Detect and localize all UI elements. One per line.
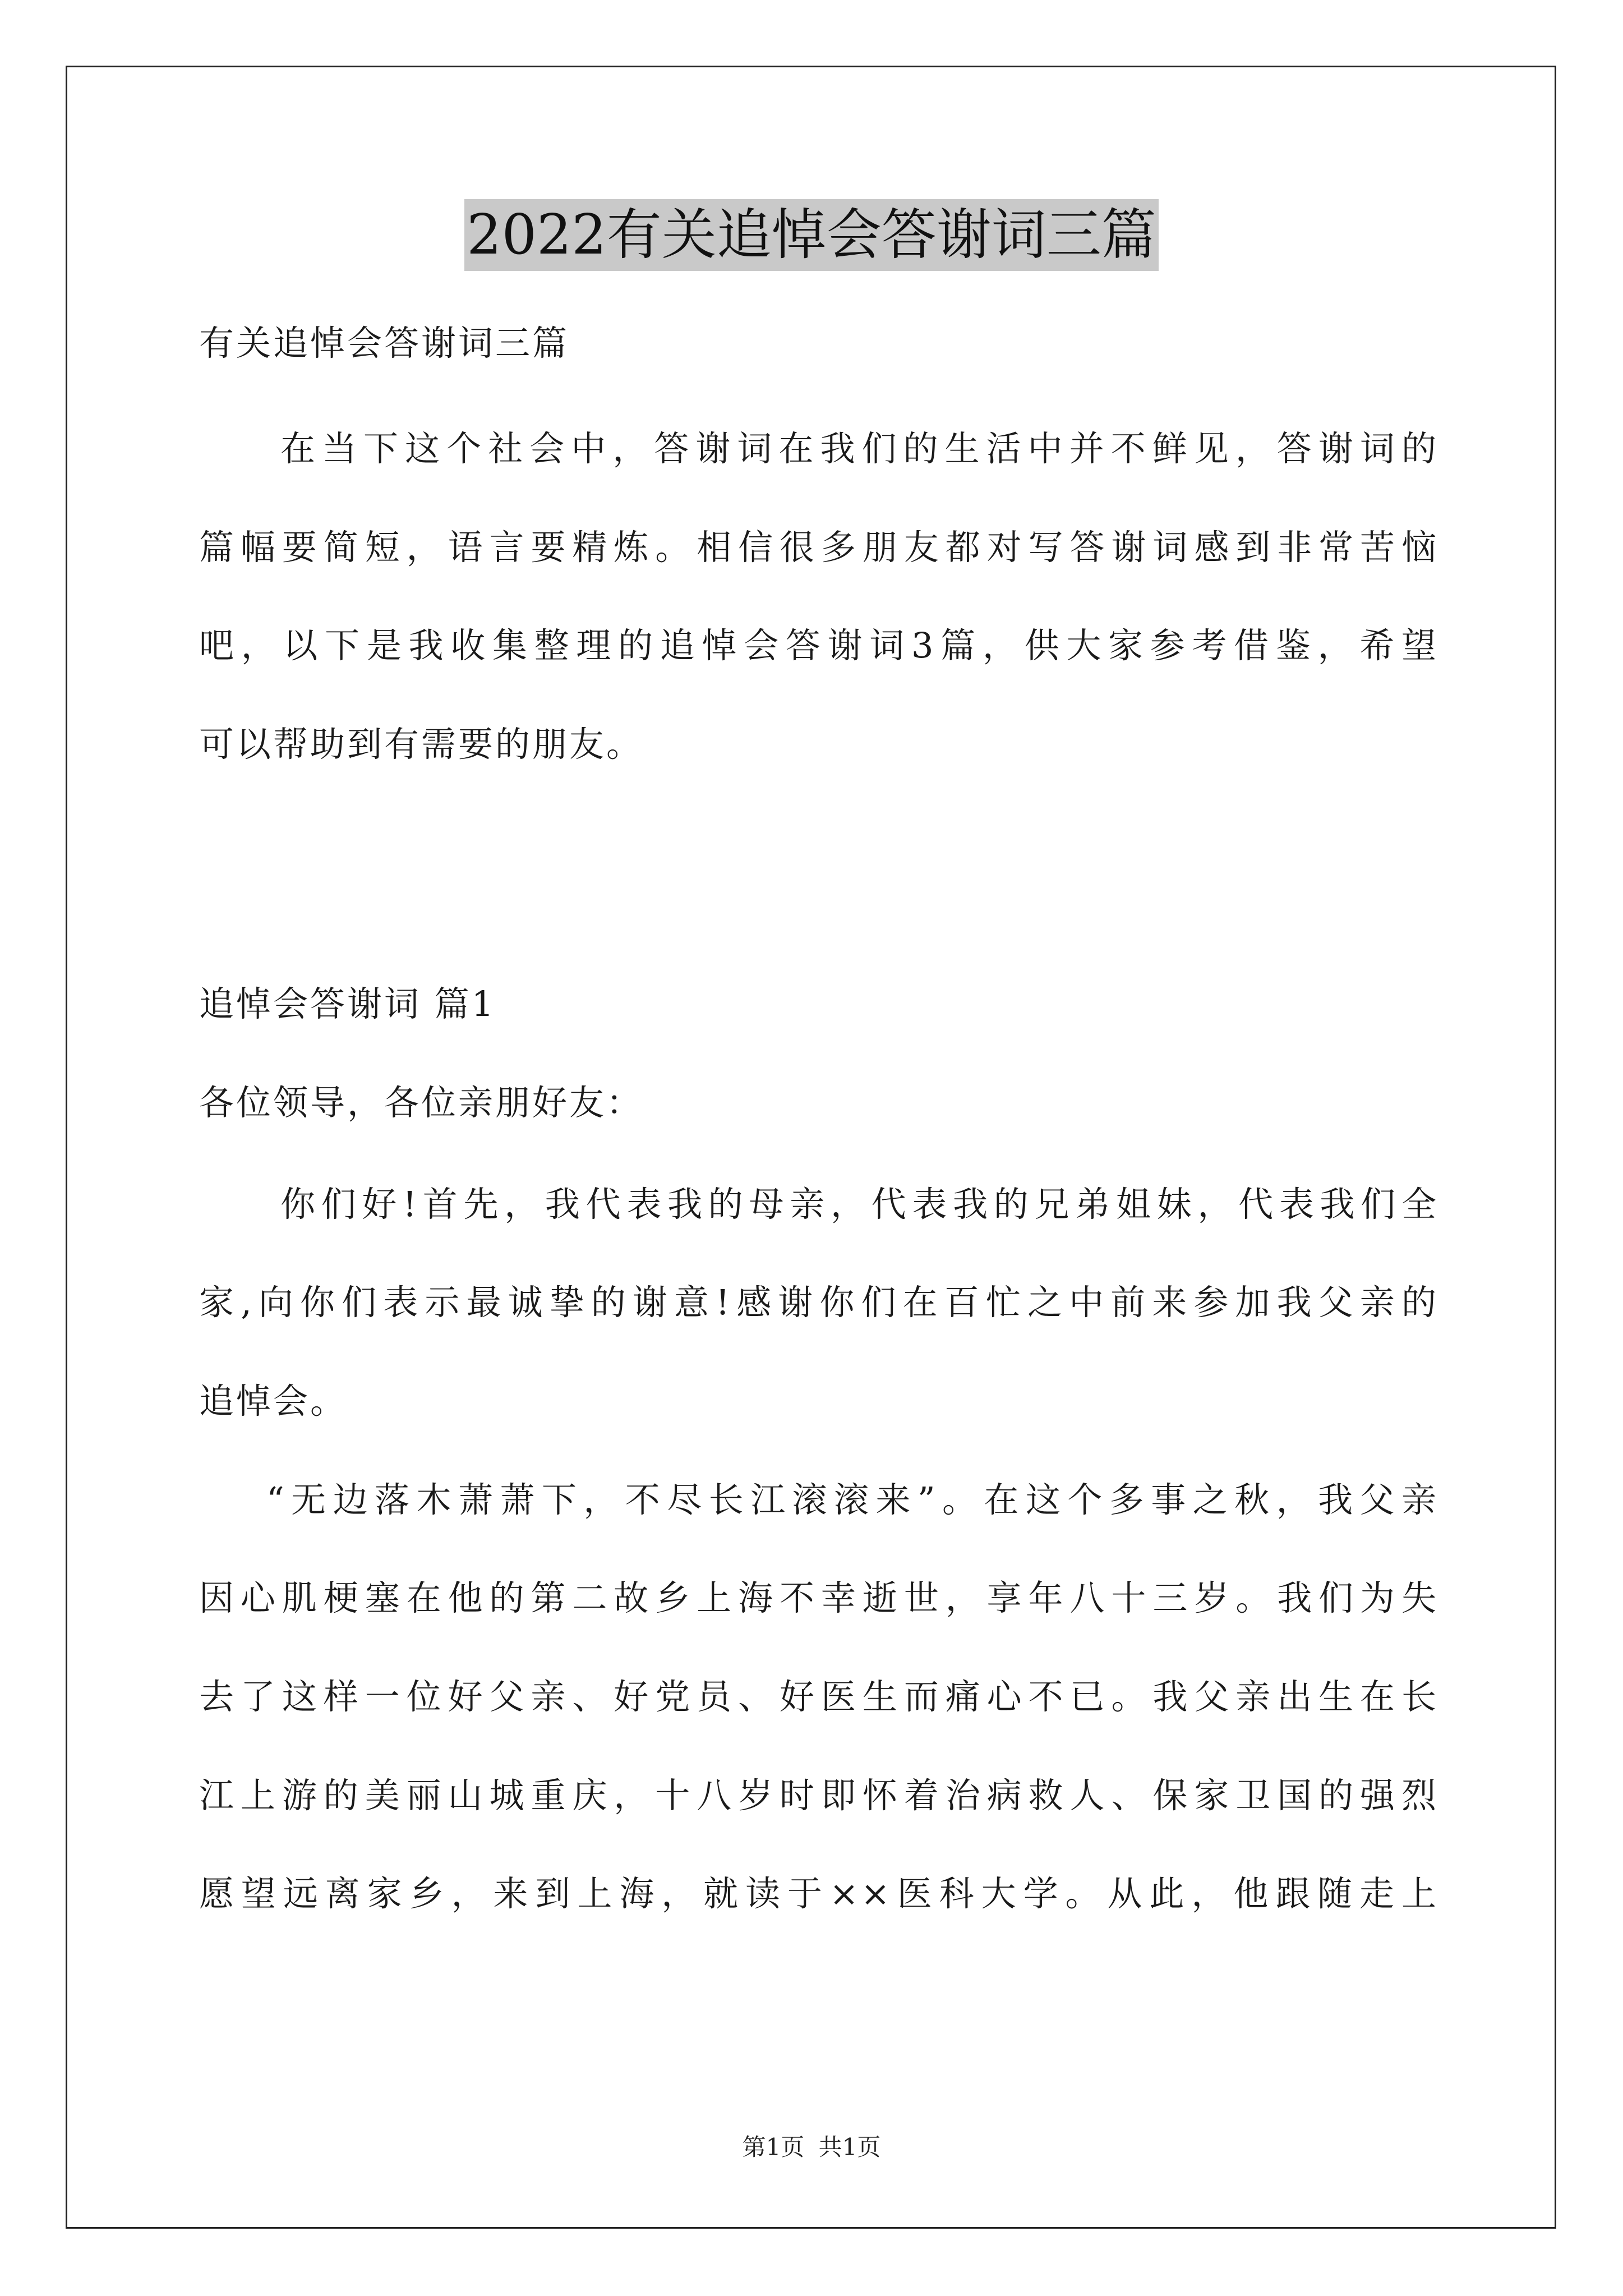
paragraph-line: 因心肌梗塞在他的第二故乡上海不幸逝世，享年八十三岁。我们为失	[199, 1577, 1438, 1618]
subtitle-line: 有关追悼会答谢词三篇	[199, 323, 570, 364]
paragraph-line: 江上游的美丽山城重庆，十八岁时即怀着治病救人、保家卫国的强烈	[199, 1775, 1438, 1816]
title-container	[0, 199, 1623, 271]
paragraph-line: 家,向你们表示最诚挚的谢意!感谢你们在百忙之中前来参加我父亲的	[199, 1282, 1438, 1323]
page-number-total: 共1页	[818, 2133, 881, 2161]
salutation-line: 各位领导，各位亲朋好友：	[199, 1082, 644, 1123]
paragraph-line: 在当下这个社会中，答谢词在我们的生活中并不鲜见，答谢词的	[280, 428, 1438, 469]
section-heading: 追悼会答谢词 篇1	[199, 983, 496, 1024]
paragraph-line: 去了这样一位好父亲、好党员、好医生而痛心不已。我父亲出生在长	[199, 1676, 1438, 1717]
page-number-current: 第1页	[742, 2133, 805, 2161]
paragraph-line: 可以帮助到有需要的朋友。	[199, 724, 644, 765]
paragraph-line: 篇幅要简短，语言要精炼。相信很多朋友都对写答谢词感到非常苦恼	[199, 527, 1438, 568]
document-title: 2022有关追悼会答谢词三篇	[464, 199, 1158, 271]
page-footer	[0, 2132, 1623, 2163]
paragraph-line: 追悼会。	[199, 1381, 348, 1421]
paragraph-line: 愿望远离家乡，来到上海，就读于××医科大学。从此，他跟随走上	[199, 1873, 1438, 1914]
paragraph-line: 你们好!首先，我代表我的母亲，代表我的兄弟姐妹，代表我们全	[280, 1184, 1438, 1225]
paragraph-line: “无边落木萧萧下，不尽长江滚滚来”。在这个多事之秋，我父亲	[266, 1479, 1438, 1520]
paragraph-line: 吧，以下是我收集整理的追悼会答谢词3篇，供大家参考借鉴，希望	[199, 625, 1438, 666]
